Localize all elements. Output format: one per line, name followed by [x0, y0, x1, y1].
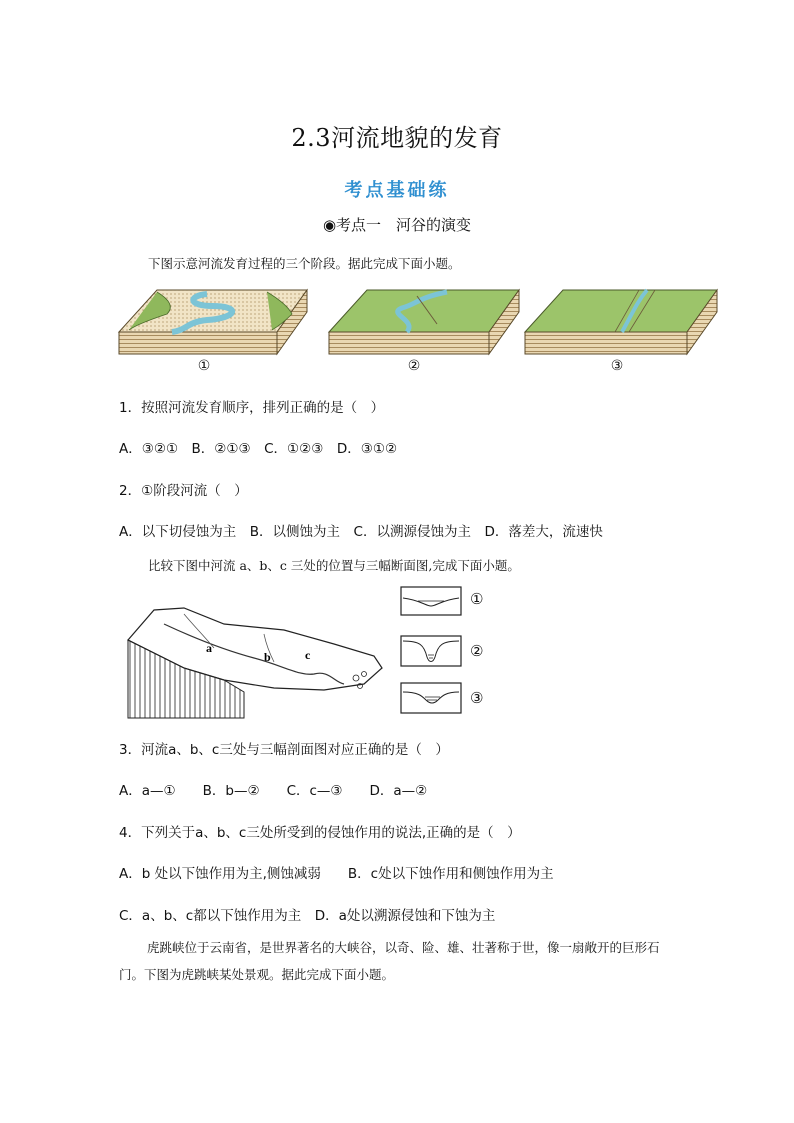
reading-paragraph: 虎跳峡位于云南省，是世界著名的大峡谷，以奇、险、雄、壮著称于世，像一扇敞开的巨形石门。下图为虎跳峡某处景观。据此完成下面小题。	[119, 940, 660, 982]
profile-box-1	[400, 586, 464, 618]
question-3-options	[119, 779, 427, 799]
profile-label-2: ②	[470, 642, 484, 660]
question-2-options	[119, 520, 603, 540]
q1-option-a[interactable]: A．③②①	[119, 441, 179, 457]
q1-option-d[interactable]: D．③①②	[336, 441, 398, 457]
question-4-options-row1	[119, 862, 554, 882]
map-label-b: b	[264, 650, 271, 664]
stage-label-1: ①	[197, 358, 211, 374]
question-4-options-row2	[119, 904, 495, 924]
q4-option-b[interactable]: B．c处以下蚀作用和侧蚀作用为主	[347, 866, 554, 882]
q4-option-a[interactable]: A．b 处以下蚀作用为主,侧蚀减弱	[119, 866, 321, 882]
river-stage-diagrams	[117, 284, 722, 359]
map-label-c: c	[305, 648, 311, 662]
q1-option-b[interactable]: B．②①③	[191, 441, 251, 457]
question-1-options	[119, 437, 397, 457]
q2-option-a[interactable]: A．以下切侵蚀为主	[119, 524, 237, 540]
question-1: 1．按照河流发育顺序，排列正确的是（ ）	[119, 400, 385, 416]
profile-box-3	[400, 682, 464, 716]
stage-1-block	[119, 290, 307, 354]
stage-2-block	[329, 290, 519, 354]
q2-option-c[interactable]: C．以溯源侵蚀为主	[353, 524, 471, 540]
q3-option-d[interactable]: D．a—②	[369, 783, 428, 799]
stage-3-block	[525, 290, 717, 354]
section-heading: 考点基础练	[344, 180, 450, 201]
q3-option-b[interactable]: B．b—②	[202, 783, 260, 799]
page-title: 2.3河流地貌的发育	[291, 124, 503, 152]
q3-option-a[interactable]: A．a—①	[119, 783, 176, 799]
intro-text-2: 比较下图中河流 a、b、c 三处的位置与三幅断面图,完成下面小题。	[148, 558, 520, 573]
stage-label-3: ③	[610, 358, 624, 374]
q2-option-d[interactable]: D．落差大，流速快	[484, 524, 603, 540]
question-2: 2．①阶段河流（ ）	[119, 483, 248, 499]
question-3: 3．河流a、b、c三处与三幅剖面图对应正确的是（ ）	[119, 742, 449, 758]
q4-option-c[interactable]: C．a、b、c都以下蚀作用为主	[119, 908, 302, 924]
q1-option-c[interactable]: C．①②③	[264, 441, 324, 457]
subsection-heading: ◉考点一 河谷的演变	[322, 216, 472, 234]
profile-label-1: ①	[470, 590, 484, 608]
map-label-a: a	[206, 641, 212, 655]
river-profile-map	[124, 604, 386, 722]
stage-label-2: ②	[407, 358, 421, 374]
question-4: 4．下列关于a、b、c三处所受到的侵蚀作用的说法,正确的是（ ）	[119, 825, 521, 841]
profile-label-3: ③	[470, 689, 484, 707]
intro-text-1: 下图示意河流发育过程的三个阶段。据此完成下面小题。	[148, 256, 461, 271]
q4-option-d[interactable]: D．a处以溯源侵蚀和下蚀为主	[314, 908, 496, 924]
profile-box-2	[400, 635, 464, 669]
q2-option-b[interactable]: B．以侧蚀为主	[249, 524, 341, 540]
q3-option-c[interactable]: C．c—③	[286, 783, 343, 799]
